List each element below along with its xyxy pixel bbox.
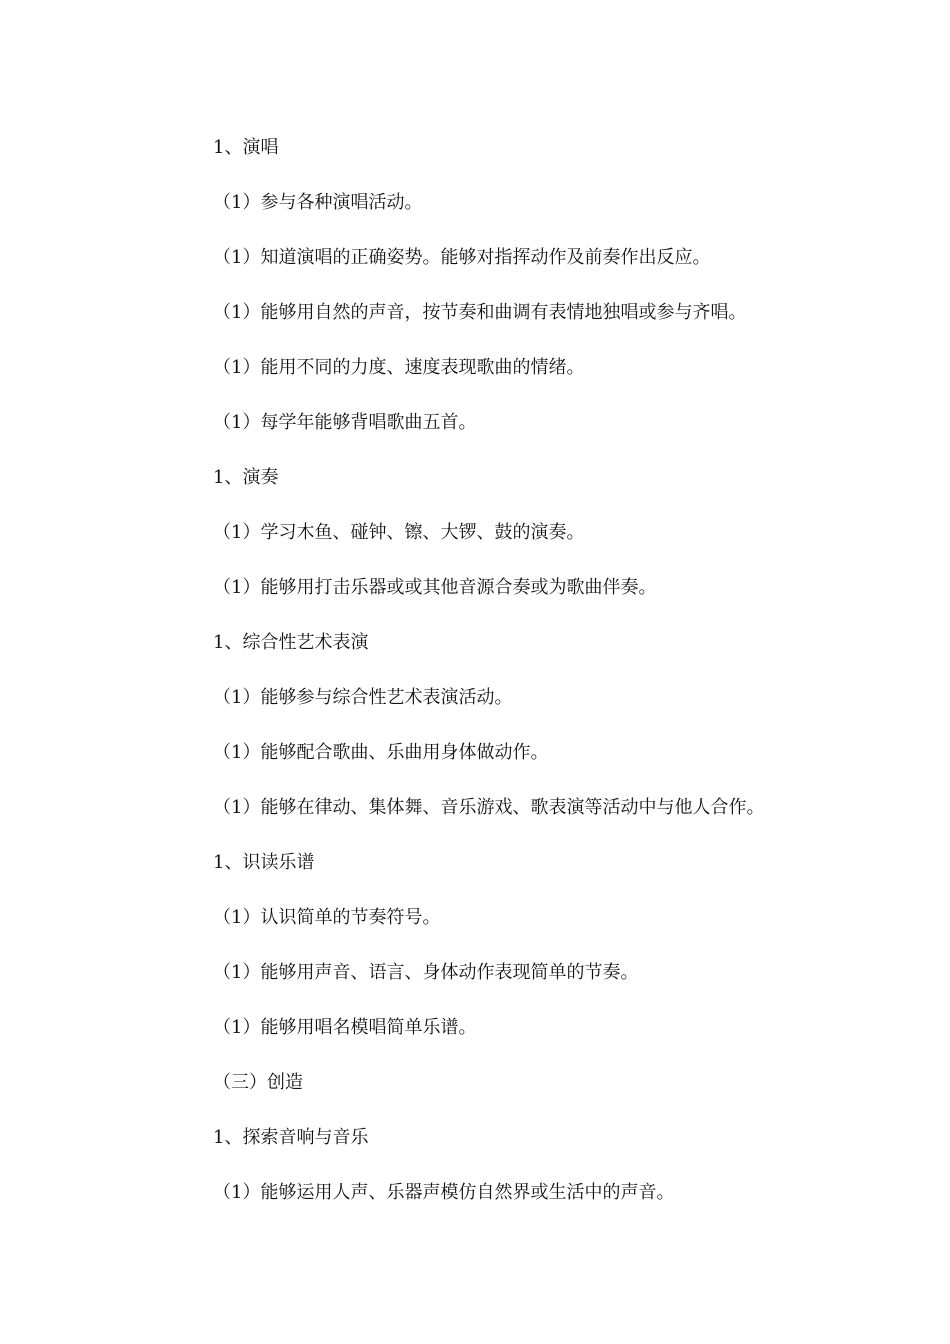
list-item: （1）参与各种演唱活动。 xyxy=(213,192,423,213)
list-item: （1）能够在律动、集体舞、音乐游戏、歌表演等活动中与他人合作。 xyxy=(213,797,765,818)
section-heading-instrumental: 1、演奏 xyxy=(213,467,279,488)
section-heading-exploration: 1、探索音响与音乐 xyxy=(213,1127,369,1148)
list-item: （1）能够用唱名模唱简单乐谱。 xyxy=(213,1017,477,1038)
list-item: （1）能够参与综合性艺术表演活动。 xyxy=(213,687,513,708)
section-heading-notation: 1、识读乐谱 xyxy=(213,852,315,873)
list-item: （1）认识简单的节奏符号。 xyxy=(213,907,441,928)
list-item: （1）每学年能够背唱歌曲五首。 xyxy=(213,412,477,433)
list-item: （1）能用不同的力度、速度表现歌曲的情绪。 xyxy=(213,357,585,378)
section-heading-singing: 1、演唱 xyxy=(213,137,279,158)
list-item: （1）能够用声音、语言、身体动作表现简单的节奏。 xyxy=(213,962,639,983)
list-item: （1）知道演唱的正确姿势。能够对指挥动作及前奏作出反应。 xyxy=(213,247,711,268)
list-item: （1）学习木鱼、碰钟、镲、大锣、鼓的演奏。 xyxy=(213,522,585,543)
section-heading-performance: 1、综合性艺术表演 xyxy=(213,632,369,653)
list-item: （1）能够配合歌曲、乐曲用身体做动作。 xyxy=(213,742,549,763)
list-item: （1）能够用自然的声音，按节奏和曲调有表情地独唱或参与齐唱。 xyxy=(213,302,747,323)
section-heading-creation: （三）创造 xyxy=(213,1072,303,1093)
list-item: （1）能够用打击乐器或或其他音源合奏或为歌曲伴奏。 xyxy=(213,577,657,598)
list-item: （1）能够运用人声、乐器声模仿自然界或生活中的声音。 xyxy=(213,1182,675,1203)
